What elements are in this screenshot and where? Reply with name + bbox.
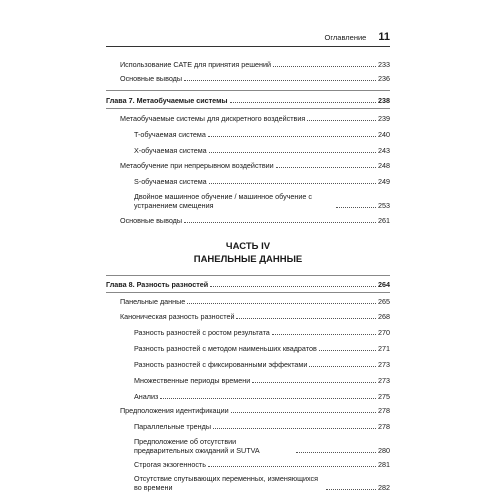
leader-dots [213, 428, 376, 429]
toc-entry-label: T-обучаемая система [134, 130, 206, 139]
toc-entry[interactable] [106, 344, 390, 353]
toc-entry-page: 282 [378, 483, 390, 492]
separator [106, 292, 390, 293]
toc-entry[interactable] [106, 161, 390, 170]
toc-entry-page: 270 [378, 328, 390, 337]
toc-entry-page: 281 [378, 460, 390, 469]
toc-entry-page: 239 [378, 114, 390, 123]
toc-entry-page: 278 [378, 406, 390, 415]
separator [106, 108, 390, 109]
toc-entry-label: Разность разностей с методом наименьших квадратов [134, 344, 317, 353]
toc-entry-page: 273 [378, 360, 390, 369]
toc-entry-label: Основные выводы [120, 74, 183, 83]
toc-entry-label: Анализ [134, 392, 159, 401]
toc-entry[interactable] [106, 422, 390, 431]
leader-dots [208, 136, 376, 137]
leader-dots [187, 303, 376, 304]
toc-entry-page: 278 [378, 422, 390, 431]
toc-entry-page: 271 [378, 344, 390, 353]
leader-dots [252, 382, 376, 383]
toc-entry[interactable] [106, 60, 390, 69]
chapter-page: 264 [378, 280, 390, 289]
leader-dots [160, 398, 376, 399]
header-page-number: 11 [378, 31, 390, 43]
toc-entry-page: 273 [378, 376, 390, 385]
toc-entry-page: 275 [378, 392, 390, 401]
chapter-label: Глава 8. Разность разностей [106, 280, 209, 289]
leader-dots [210, 286, 376, 287]
toc-entry-page: 243 [378, 146, 390, 155]
leader-dots [276, 167, 376, 168]
toc-entry-label: Каноническая разность разностей [120, 312, 235, 321]
toc-entry[interactable] [106, 376, 390, 385]
chapter-label: Глава 7. Метаобучаемые системы [106, 96, 228, 105]
toc-entry[interactable] [106, 177, 390, 186]
toc-entry-label: Предположение об отсутствии предварительных ожиданий и SUTVA [134, 437, 260, 455]
leader-dots [236, 318, 376, 319]
toc-entry-page: 249 [378, 177, 390, 186]
toc-entry-label: Основные выводы [120, 216, 183, 225]
running-header [106, 31, 390, 43]
leader-dots [231, 412, 376, 413]
leader-dots [307, 120, 376, 121]
toc-entry-label: Метаобучаемые системы для дискретного воздействия [120, 114, 306, 123]
part-heading [106, 241, 390, 266]
leader-dots [209, 152, 376, 153]
header-rule [106, 46, 390, 47]
toc-entry-page: 261 [378, 216, 390, 225]
toc-entry-page: 233 [378, 60, 390, 69]
toc-chapter-7[interactable] [106, 96, 390, 105]
toc-entry-label: Параллельные тренды [134, 422, 211, 431]
toc-entry[interactable] [106, 312, 390, 321]
toc-entry-page: 280 [378, 446, 390, 455]
leader-dots [184, 222, 376, 223]
toc-entry[interactable] [106, 114, 390, 123]
leader-dots [296, 452, 376, 453]
toc-entry-page: 268 [378, 312, 390, 321]
toc-entry-label: Панельные данные [120, 297, 186, 306]
leader-dots [319, 350, 376, 351]
separator [106, 275, 390, 276]
leader-dots [273, 66, 376, 67]
chapter-page: 238 [378, 96, 390, 105]
toc-entry[interactable] [106, 192, 390, 210]
toc-entry[interactable] [106, 360, 390, 369]
part-number: ЧАСТЬ IV [225, 241, 271, 252]
toc-entry[interactable] [106, 474, 390, 492]
toc-entry-label: Разность разностей с фиксированными эффектами [134, 360, 308, 369]
toc-entry-label: Строгая экзогенность [134, 460, 206, 469]
toc-entry-label: Использование CATE для принятия решений [120, 60, 271, 69]
toc-entry-label: Отсутствие спутывающих переменных, изменяющихся во времени [134, 474, 319, 492]
toc-entry-label: Разность разностей с ростом результата [134, 328, 270, 337]
part-title: ПАНЕЛЬНЫЕ ДАННЫЕ [193, 254, 303, 265]
leader-dots [208, 466, 376, 467]
leader-dots [230, 102, 376, 103]
leader-dots [309, 366, 376, 367]
toc-entry[interactable] [106, 130, 390, 139]
toc-entry-label: Предположения идентификации [120, 406, 229, 415]
toc-entry-page: 236 [378, 74, 390, 83]
toc-entry[interactable] [106, 392, 390, 401]
separator [106, 90, 390, 91]
toc-entry[interactable] [106, 216, 390, 225]
leader-dots [272, 334, 376, 335]
toc-entry-page: 240 [378, 130, 390, 139]
toc-chapter-8[interactable] [106, 280, 390, 289]
toc-entry[interactable] [106, 74, 390, 83]
leader-dots [336, 207, 376, 208]
toc-entry-page: 248 [378, 161, 390, 170]
header-title: Оглавление [324, 33, 367, 42]
toc-entry-page: 253 [378, 201, 390, 210]
leader-dots [209, 183, 376, 184]
toc-entry[interactable] [106, 328, 390, 337]
toc-entry-label: Метаобучение при непрерывном воздействии [120, 161, 274, 170]
toc-entry[interactable] [106, 406, 390, 415]
leader-dots [184, 80, 376, 81]
toc-entry-page: 265 [378, 297, 390, 306]
toc-entry[interactable] [106, 297, 390, 306]
table-of-contents [106, 58, 390, 492]
toc-entry[interactable] [106, 437, 390, 455]
toc-entry-label: Двойное машинное обучение / машинное обучение с устранением смещения [134, 192, 313, 210]
toc-entry-label: S-обучаемая система [134, 177, 207, 186]
toc-entry-label: X-обучаемая система [134, 146, 207, 155]
toc-entry[interactable] [106, 460, 390, 469]
toc-entry-label: Множественные периоды времени [134, 376, 251, 385]
leader-dots [326, 489, 376, 490]
toc-entry[interactable] [106, 146, 390, 155]
